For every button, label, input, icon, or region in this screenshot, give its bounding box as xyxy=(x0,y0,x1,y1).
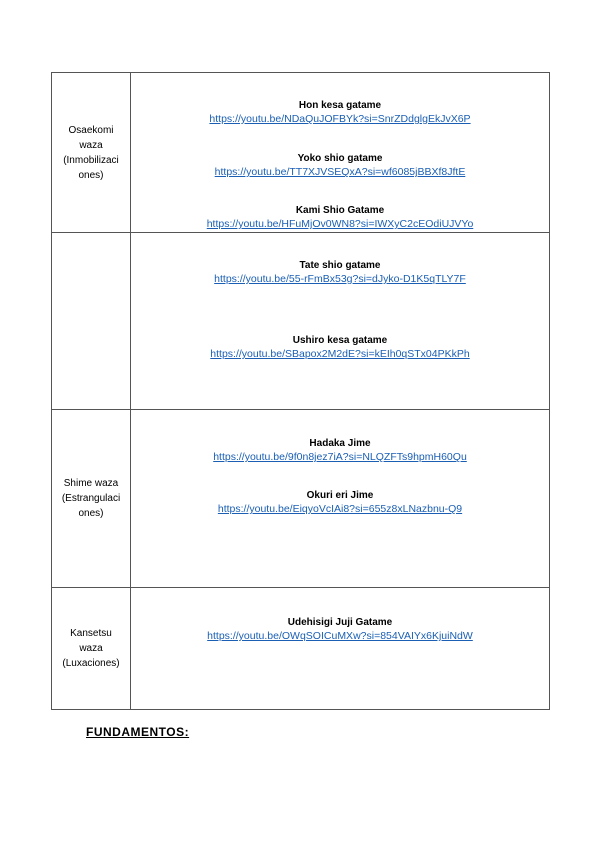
video-link[interactable]: https://youtu.be/SBapox2M2dE?si=kEIh0qSTx04PKkPh xyxy=(210,348,470,360)
technique-item xyxy=(131,437,549,464)
category-line: (Inmobilizaci xyxy=(63,154,119,166)
technique-name: Okuri eri Jime xyxy=(306,490,374,501)
techniques-cell xyxy=(131,233,550,410)
techniques-table xyxy=(51,72,550,710)
technique-name: Yoko shio gatame xyxy=(297,153,383,164)
category-line: Osaekomi xyxy=(68,124,114,136)
category-cell xyxy=(52,233,131,410)
category-line: waza xyxy=(79,139,103,151)
video-link[interactable]: https://youtu.be/NDaQuJOFBYk?si=SnrZDdglgEkJvX6P xyxy=(209,113,471,125)
category-line: Shime waza xyxy=(63,478,119,489)
category-cell xyxy=(52,410,131,588)
technique-name: Hadaka Jime xyxy=(309,438,371,449)
category-line: (Estrangulaci xyxy=(61,493,121,504)
techniques-cell xyxy=(131,73,550,233)
video-link[interactable]: https://youtu.be/EiqyoVcIAi8?si=655z8xLNazbnu-Q9 xyxy=(217,503,463,515)
technique-item xyxy=(131,259,549,286)
category-cell xyxy=(52,73,131,233)
category-cell xyxy=(52,588,131,710)
video-link[interactable]: https://youtu.be/OWqSOICuMXw?si=854VAIYx6KjuiNdW xyxy=(207,630,473,642)
technique-item xyxy=(131,489,549,516)
technique-item xyxy=(131,616,549,643)
techniques-cell xyxy=(131,410,550,588)
table-row xyxy=(52,410,550,588)
video-link[interactable]: https://youtu.be/TT7XJVSEQxA?si=wf6085jBBXf8JftE xyxy=(214,166,466,178)
table-row xyxy=(52,588,550,710)
category-line: waza xyxy=(79,643,103,654)
technique-name: Hon kesa gatame xyxy=(298,100,382,111)
category-line: ones) xyxy=(78,169,104,181)
technique-item xyxy=(131,204,549,231)
technique-name: Tate shio gatame xyxy=(299,260,381,271)
techniques-cell xyxy=(131,588,550,710)
video-link[interactable]: https://youtu.be/9f0n8jez7iA?si=NLQZFTs9hpmH60Qu xyxy=(213,451,467,463)
video-link[interactable]: https://youtu.be/55-rFmBx53g?si=dJyko-D1K5qTLY7F xyxy=(214,273,466,285)
technique-item xyxy=(131,334,549,361)
technique-name: Udehisigi Juji Gatame xyxy=(287,617,393,628)
category-line: ones) xyxy=(78,508,104,519)
technique-name: Kami Shio Gatame xyxy=(295,205,385,216)
section-heading: FUNDAMENTOS: xyxy=(86,725,190,739)
technique-name: Ushiro kesa gatame xyxy=(292,335,388,346)
technique-item xyxy=(131,152,549,179)
category-line: Kansetsu xyxy=(70,628,112,639)
table-row xyxy=(52,73,550,233)
video-link[interactable]: https://youtu.be/HFuMjOv0WN8?si=IWXyC2cEOdiUJVYo xyxy=(206,218,474,230)
category-line: (Luxaciones) xyxy=(62,658,120,669)
technique-item xyxy=(131,99,549,126)
table-row xyxy=(52,233,550,410)
